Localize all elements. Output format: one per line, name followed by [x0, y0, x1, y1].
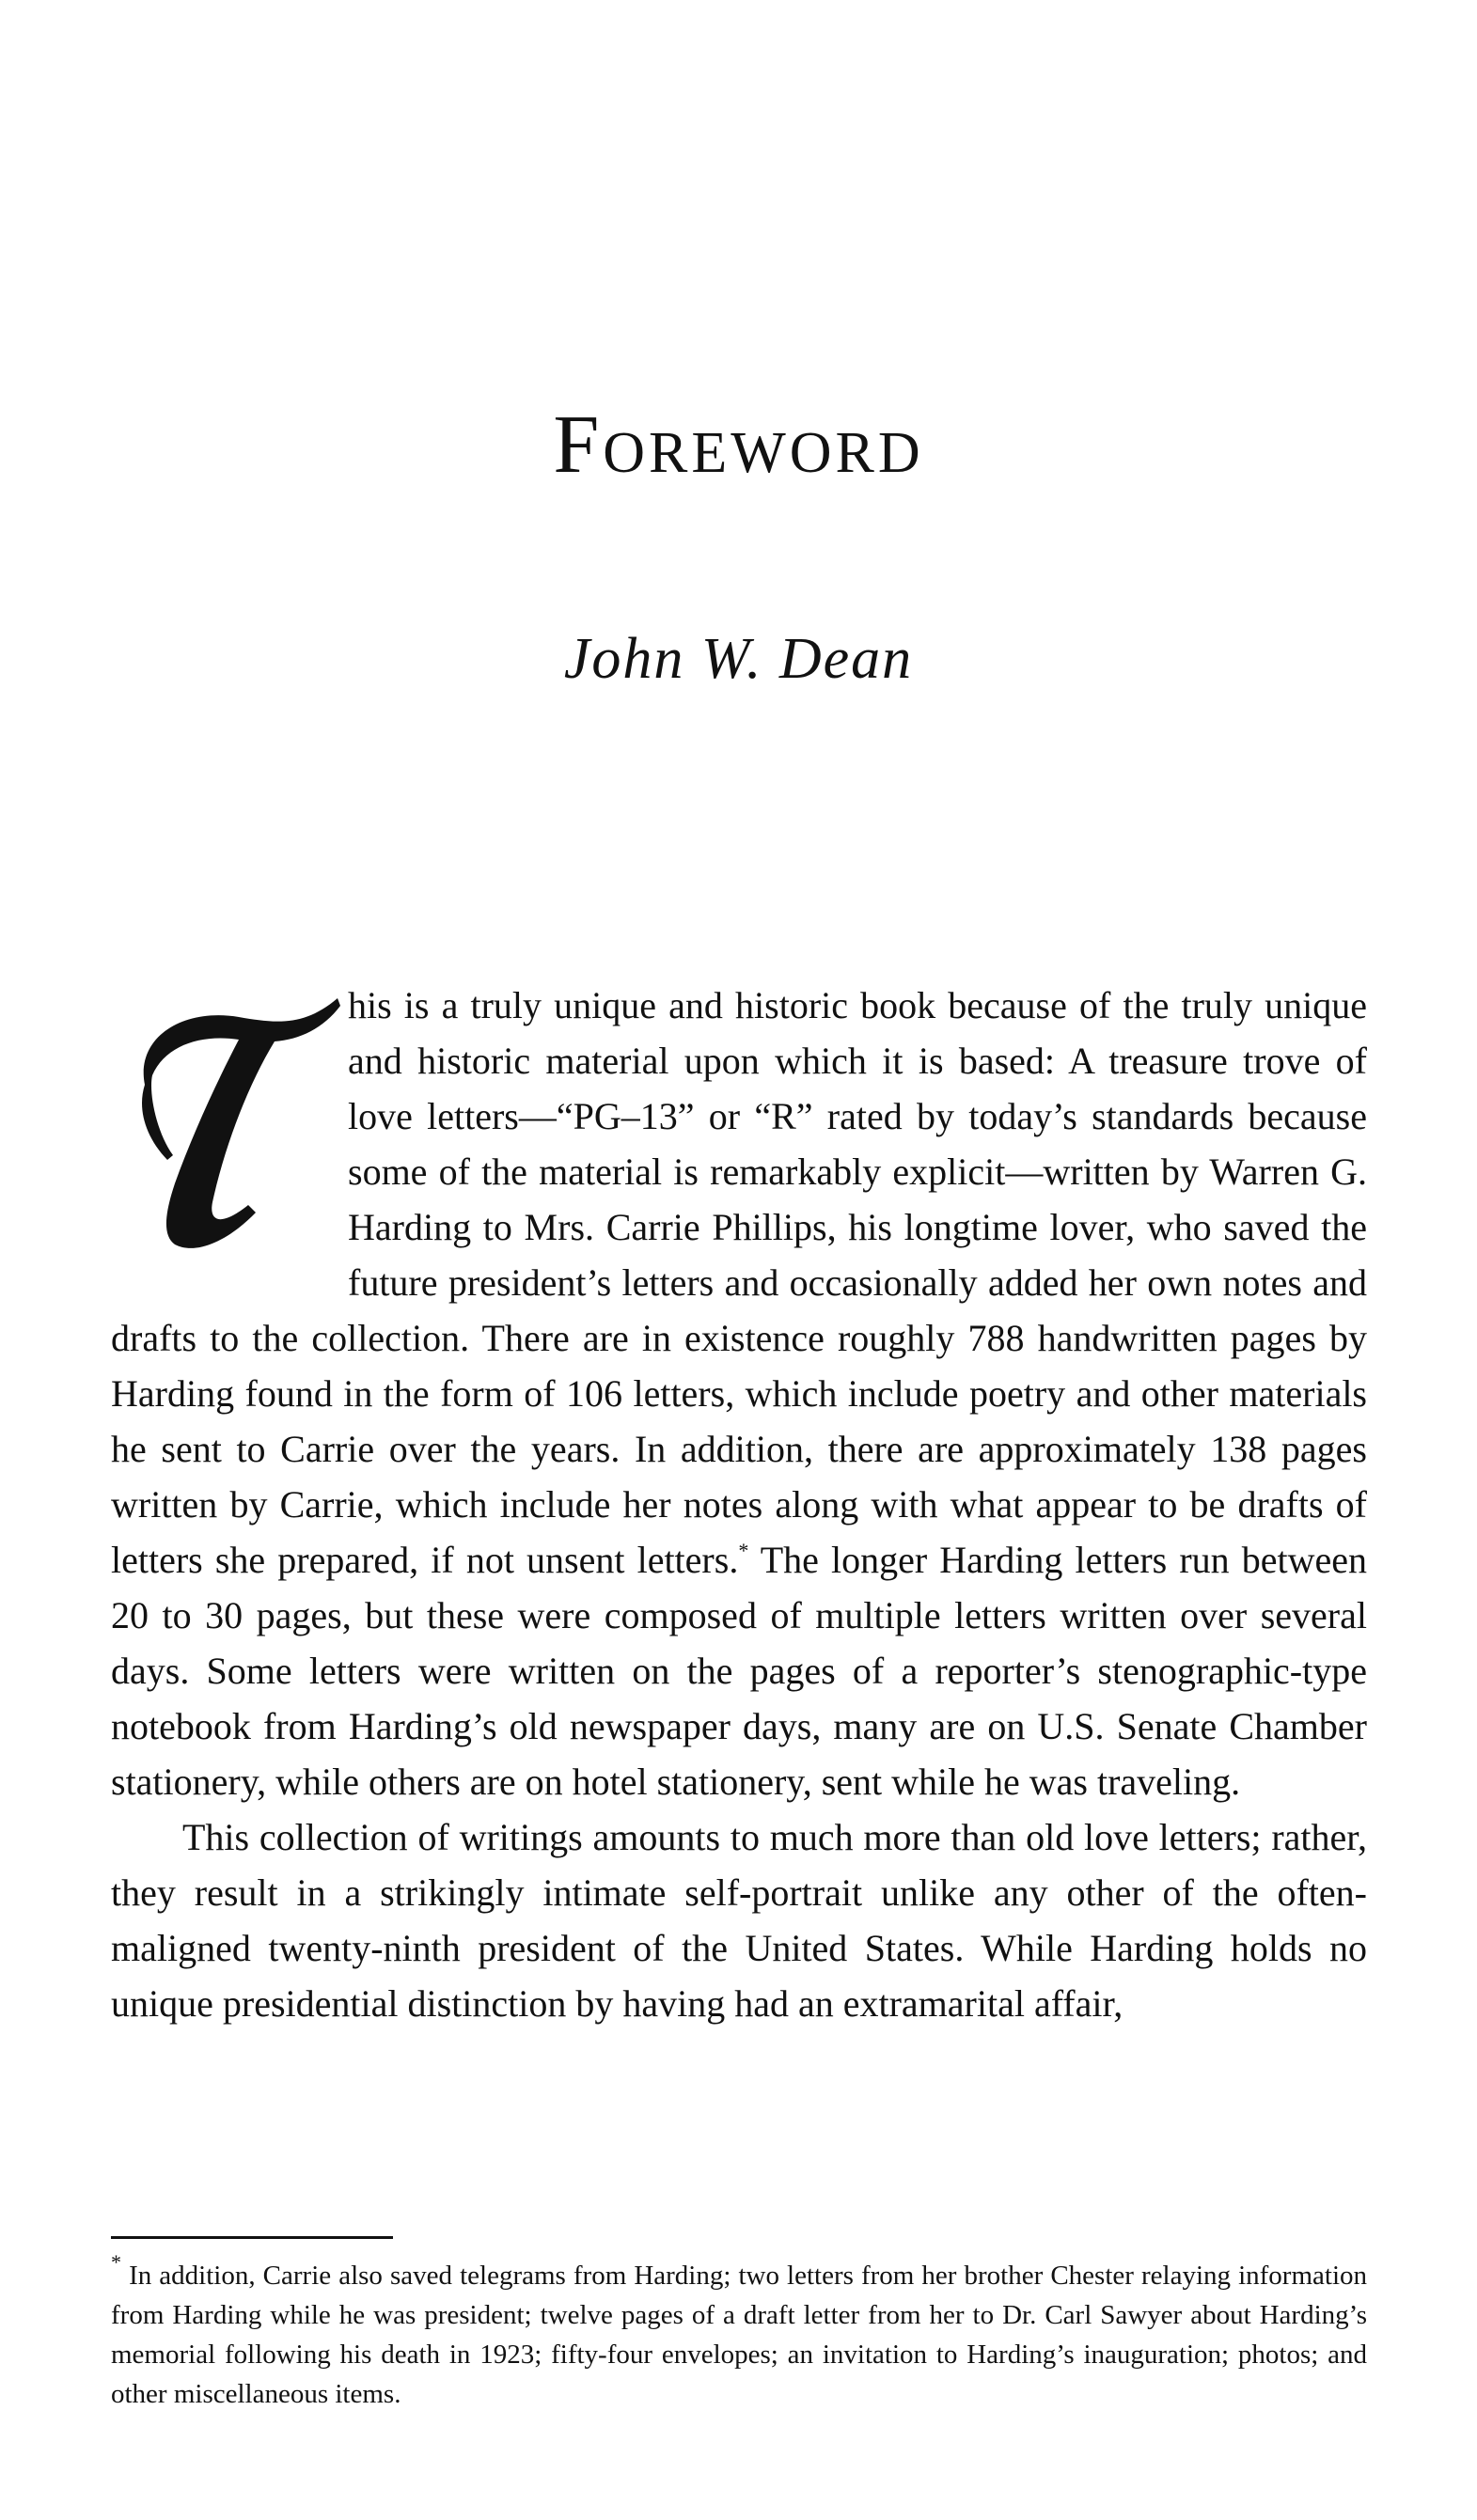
drop-cap	[107, 981, 342, 1259]
drop-cap-t-glyph	[107, 981, 342, 1254]
footnote-marker: *	[111, 2250, 121, 2274]
body-text	[111, 978, 1367, 2031]
footnote-reference[interactable]: *	[738, 1539, 749, 1562]
footnote-divider	[111, 2236, 393, 2239]
paragraph-2: This collection of writings amounts to much more than old love letters; rather, they result in a strikingly intimate self-portrait unlike any other of the often-maligned twenty-ninth president of the United States. While Harding holds no unique presidential distinction by having had an extramarital affair,	[111, 1816, 1367, 2025]
footnote-text: In addition, Carrie also saved telegrams from Harding; two letters from her brother Chester relaying information from Harding while he was president; twelve pages of a draft letter from her to Dr. Carl Sawyer about Harding’s memorial following his death in 1923; fifty-four envelopes; an invitation to Harding’s inauguration; photos; and other miscellaneous items.	[111, 2261, 1368, 2409]
chapter-author: John W. Dean	[563, 627, 914, 691]
paragraph-1	[111, 978, 1367, 1809]
paragraph-1-text-continued: The longer Harding letters run between 20 to 30 pages, but these were composed of multiple letters written over several days. Some letters were written on the pages of a reporter’s stenographic-type notebook from Harding’s old newspaper days, many are on U.S. Senate Chamber stationery, while others are on hotel stationery, sent while he was traveling.	[111, 1539, 1368, 1803]
paragraph-1-text: his is a truly unique and historic book because of the truly unique and historic material upon which it is based: A treasure trove of love letters—“PG–13” or “R” rated by today’s standards because some of the material is remarkably explicit—written by Warren G. Harding to Mrs. Carrie Phillips, his longtime lover, who saved the future president’s letters and occasionally added her own notes and drafts to the collection. There are in existence roughly 788 handwritten pages by Harding found in the form of 106 letters, which include poetry and other materials he sent to Carrie over the years. In addition, there are approximately 138 pages written by Carrie, which include her notes along with what appear to be drafts of letters she prepared, if not unsent letters.	[111, 984, 1367, 1581]
chapter-title: Foreword	[553, 399, 924, 491]
footnote	[111, 2250, 1368, 2414]
